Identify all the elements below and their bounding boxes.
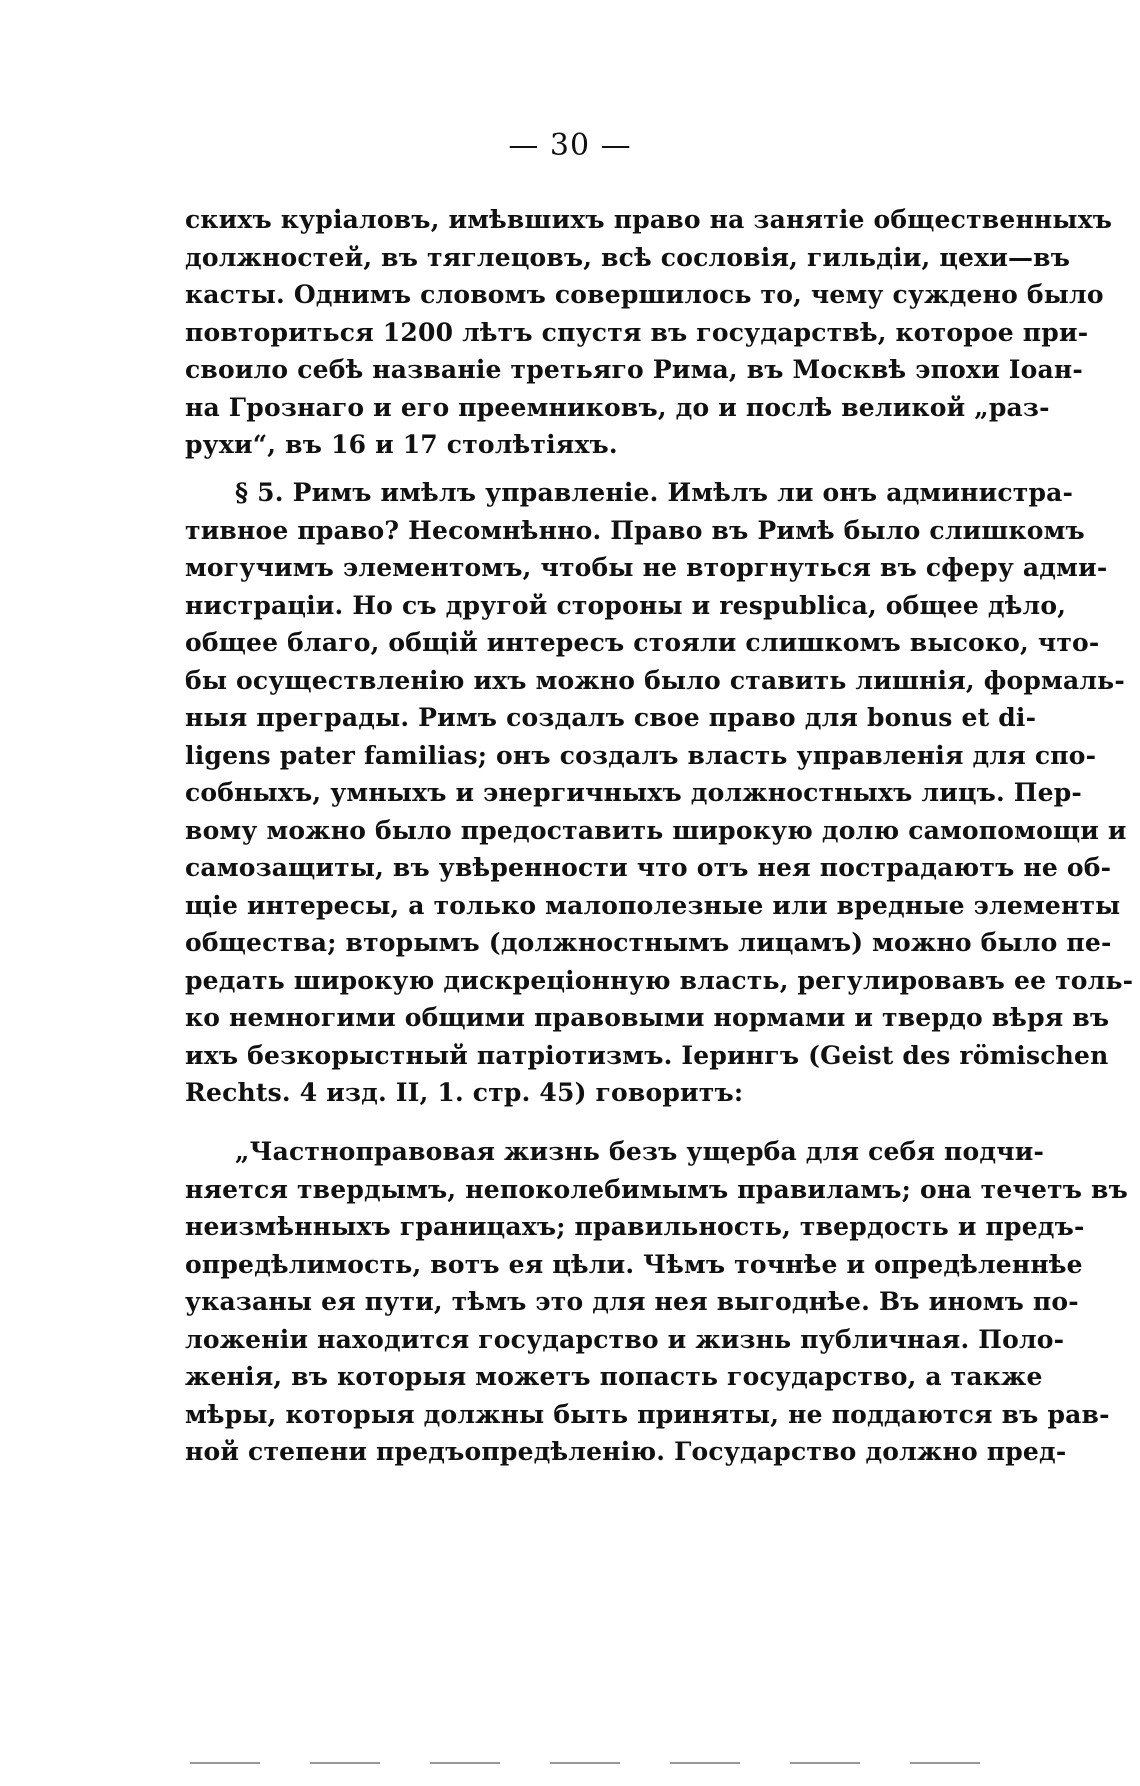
text-line: ныя преграды. Римъ создалъ свое право для bonus et di- [185, 703, 1037, 732]
text-line: скихъ куріаловъ, имѣвшихъ право на занятіе общественныхъ [185, 205, 1113, 234]
text-line: редать широкую дискреціонную власть, регулировавъ ее толь- [185, 965, 1134, 995]
text-line: общества; вторымъ (должностнымъ лицамъ) можно было пе- [185, 928, 1112, 957]
text-line: ихъ безкорыстный патріотизмъ. Іерингъ (Geist des römischen [185, 1040, 1109, 1070]
text-line: на Грознаго и его преемниковъ, до и послѣ великой „раз- [185, 392, 1050, 422]
text-line: неизмѣнныхъ границахъ; правильность, твердость и предъ- [185, 1212, 1085, 1241]
text-line: вому можно было предоставить широкую долю самопомощи и [185, 815, 1127, 845]
text-line: повториться 1200 лѣтъ спустя въ государствѣ, которое при- [185, 317, 1089, 347]
text-line: ко немногими общими правовыми нормами и твердо вѣря въ [185, 1003, 1110, 1032]
text-line: касты. Однимъ словомъ совершилось то, чему суждено было [185, 280, 1104, 309]
text-line: самозащиты, въ увѣренности что отъ нея пострадаютъ не об- [185, 853, 1112, 882]
page-number: — 30 — [508, 128, 632, 163]
text-line: „Частноправовая жизнь безъ ущерба для себя подчи- [235, 1137, 1045, 1166]
text-line: нистраціи. Но съ другой стороны и respublica, общее дѣло, [185, 590, 1067, 620]
text-line: собныхъ, умныхъ и энергичныхъ должностныхъ лицъ. Пер- [185, 778, 1082, 807]
text-line: мѣры, которыя должны быть приняты, не поддаются въ рав- [185, 1399, 1110, 1429]
text-line: указаны ея пути, тѣмъ это для нея выгоднѣе. Въ иномъ по- [185, 1287, 1079, 1316]
text-line: общее благо, общій интересъ стояли слишкомъ высоко, что- [185, 628, 1100, 657]
paragraph-1 [185, 201, 1113, 464]
text-line: тивное право? Несомнѣнно. Право въ Римѣ было слишкомъ [185, 515, 1085, 545]
text-line: должностей, въ тяглецовъ, всѣ сословія, гильдіи, цехи—въ [185, 242, 1071, 272]
text-line: опредѣлимость, вотъ ея цѣли. Чѣмъ точнѣе и опредѣленнѣе [185, 1249, 1083, 1279]
text-line: бы осуществленію ихъ можно было ставить лишнія, формаль- [185, 665, 1125, 695]
text-line: рухи“, въ 16 и 17 столѣтіяхъ. [185, 430, 618, 459]
bottom-scan-line [190, 1762, 990, 1764]
text-line: ной степени предъопредѣленію. Государство должно пред- [185, 1437, 1067, 1466]
text-line: ложеніи находится государство и жизнь публичная. Поло- [185, 1324, 1065, 1354]
text-line: няется твердымъ, непоколебимымъ правиламъ; она течетъ въ [185, 1174, 1128, 1204]
text-line: своило себѣ названіе третьяго Рима, въ Москвѣ эпохи Іоан- [185, 355, 1084, 384]
text-line: Rechts. 4 изд. II, 1. стр. 45) говоритъ: [185, 1078, 744, 1107]
text-line: могучимъ элементомъ, чтобы не вторгнуться въ сферу адми- [185, 553, 1108, 582]
text-line: женія, въ которыя можетъ попасть государство, а также [185, 1362, 1043, 1391]
text-line: щіе интересы, а только малополезные или вредные элементы [185, 890, 1121, 920]
text-line: § 5. Римъ имѣлъ управленіе. Имѣлъ ли онъ администра- [235, 478, 1074, 507]
paragraph-2 [185, 474, 1134, 1112]
paragraph-3 [185, 1133, 1128, 1471]
text-line: ligens pater familias; онъ создалъ власть управленія для спо- [185, 740, 1097, 770]
